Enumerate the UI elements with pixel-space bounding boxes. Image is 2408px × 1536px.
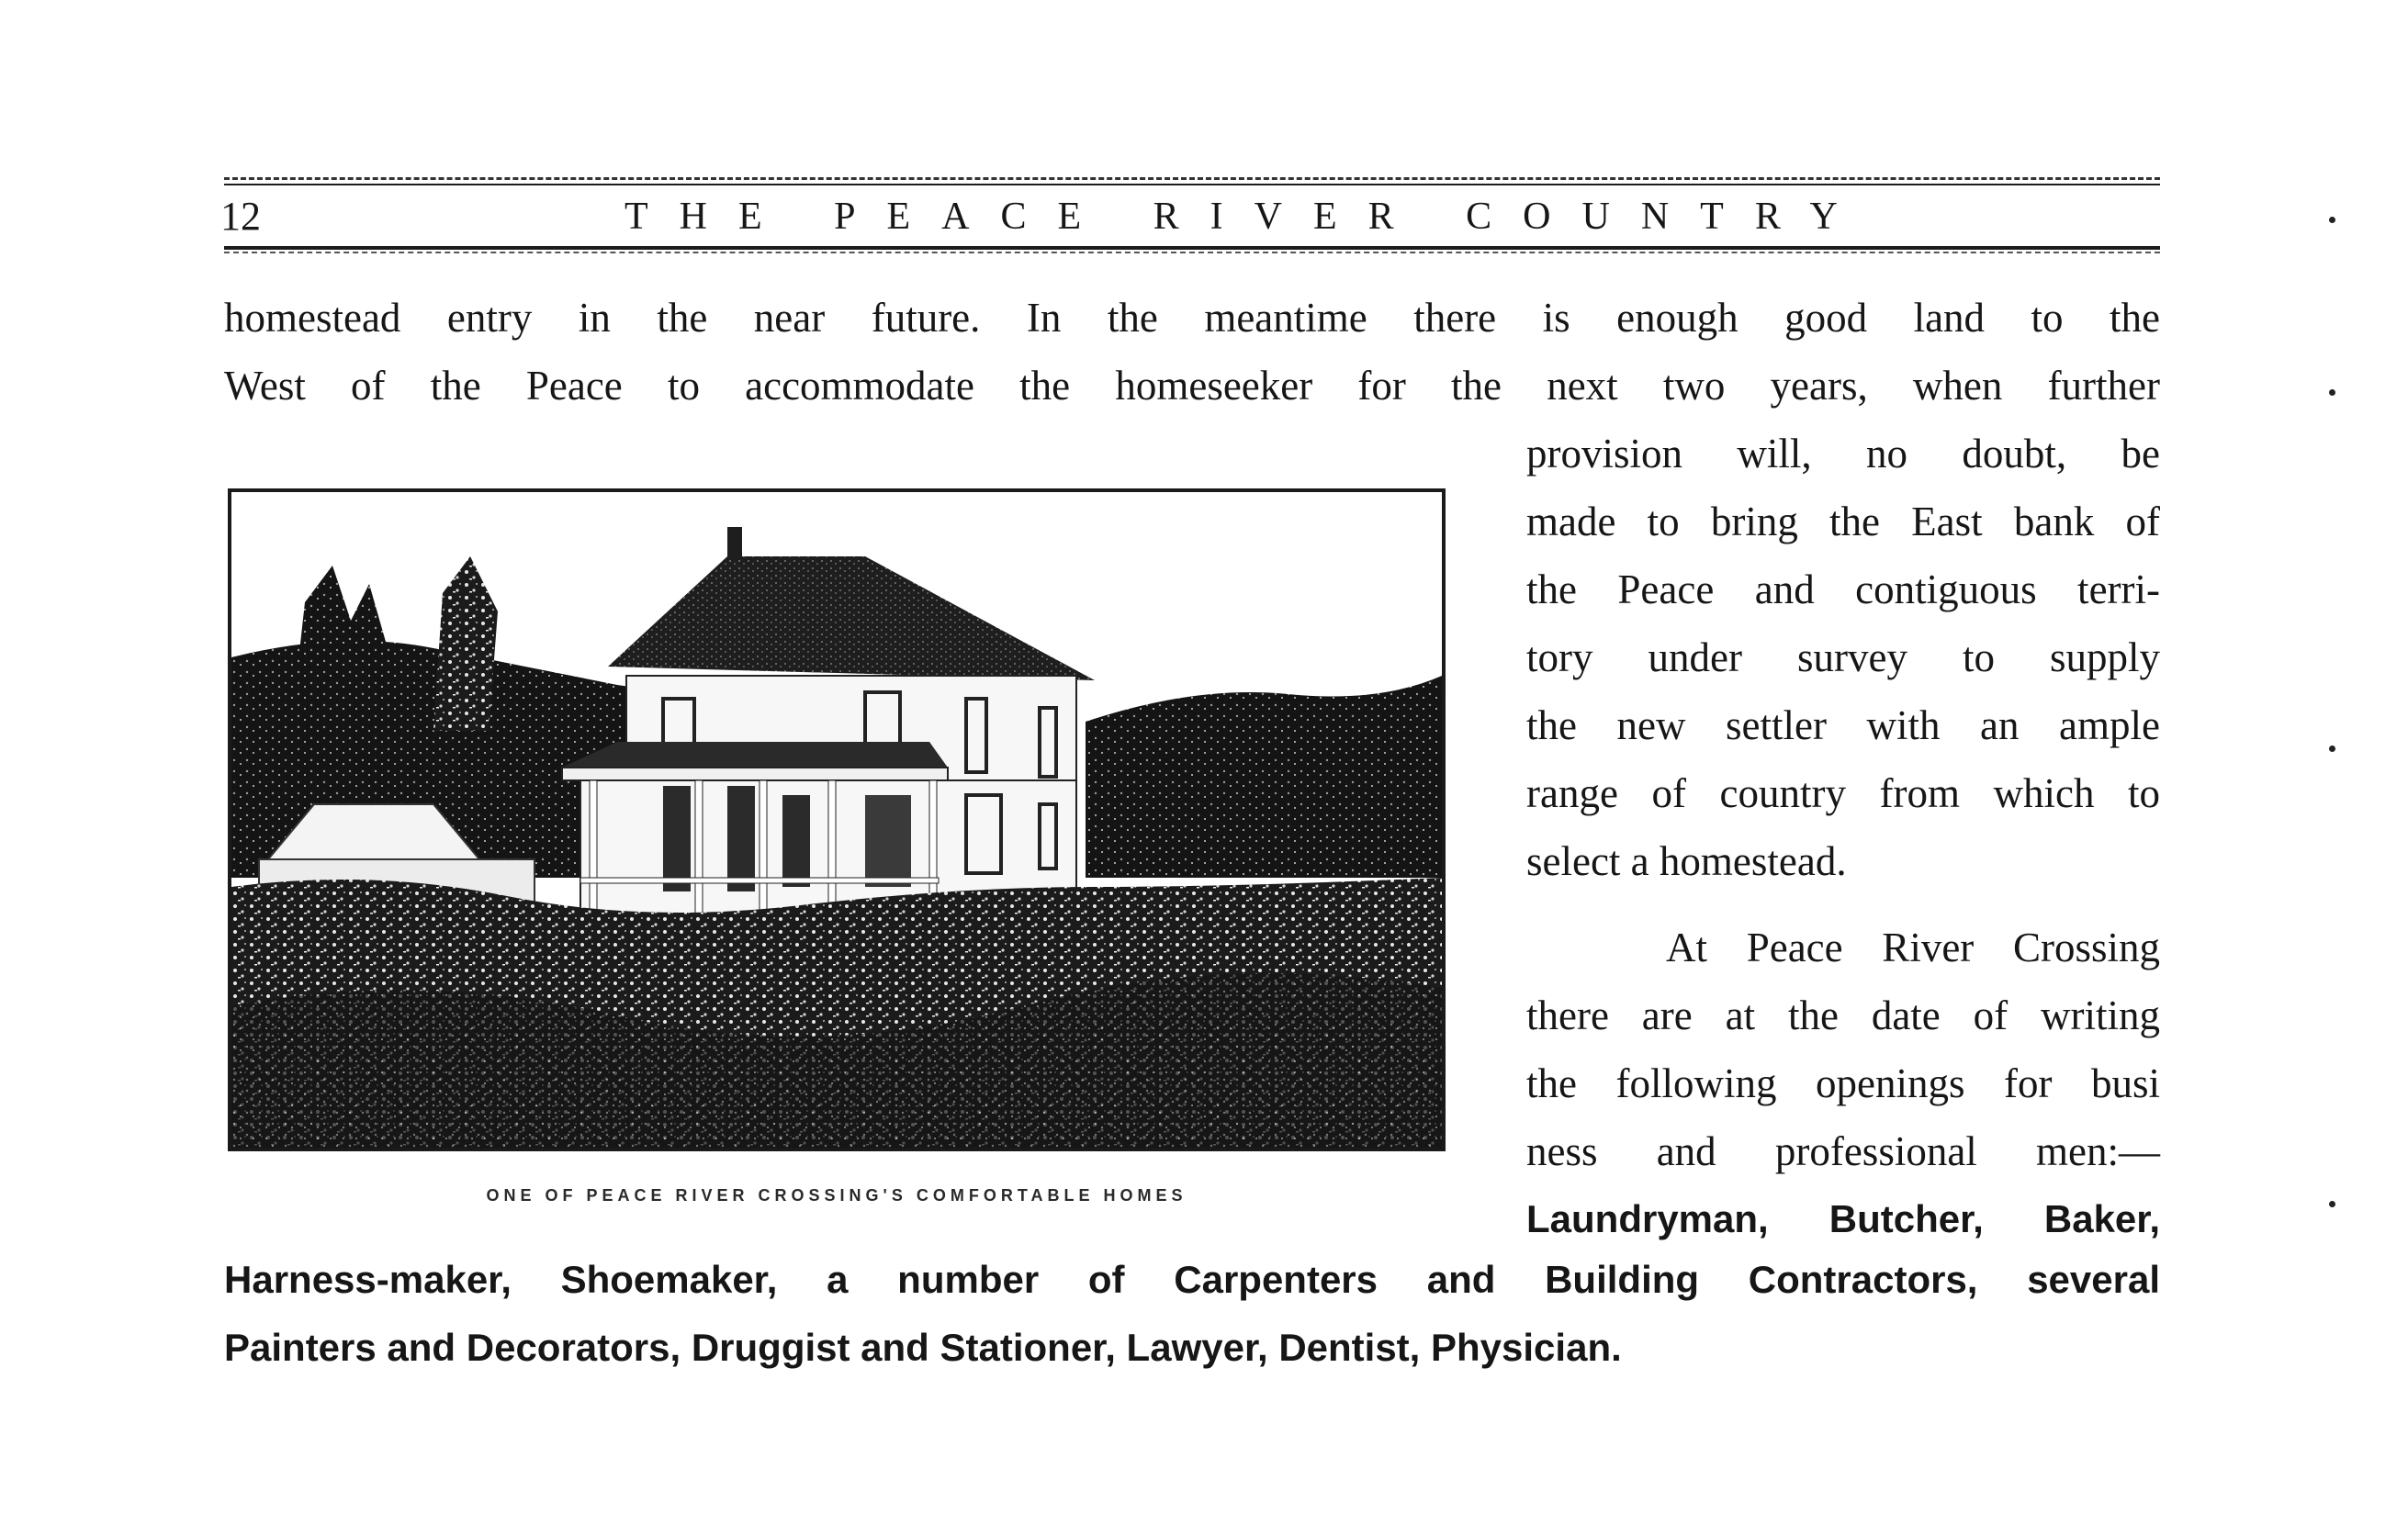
house-photograph (228, 488, 1446, 1151)
top-rule (224, 184, 2160, 185)
margin-speck (2329, 389, 2335, 396)
figure-caption: ONE OF PEACE RIVER CROSSING'S COMFORTABLE HOMES (486, 1186, 1187, 1205)
column-bold-line: Laundryman, Butcher, Baker, (1526, 1197, 2160, 1240)
page-number: 12 (220, 194, 261, 239)
column-line-7: select a homestead. (1526, 838, 1847, 884)
column-line-4: tory under survey to supply (1526, 634, 2160, 680)
bold-line-2: Painters and Decorators, Druggist and Stationer, Lawyer, Dentist, Physician. (224, 1326, 1622, 1369)
column-para2-line-1: At Peace River Crossing (1666, 925, 2160, 970)
header-bottom-dashed-rule (224, 252, 2160, 253)
margin-speck (2329, 746, 2335, 752)
body-line-1: homestead entry in the near future. In the meantime there is enough good land to the (224, 295, 2160, 341)
column-line-1: provision will, no doubt, be (1526, 431, 2160, 476)
running-title: THE PEACE RIVER COUNTRY (625, 196, 1869, 238)
column-line-3: the Peace and contiguous terri- (1526, 566, 2160, 612)
margin-speck (2329, 217, 2335, 223)
column-para2-line-3: the following openings for busi (1526, 1060, 2160, 1106)
column-line-5: the new settler with an ample (1526, 702, 2160, 748)
bold-line-1: Harness-maker, Shoemaker, a number of Carpenters and Building Contractors, several (224, 1258, 2160, 1301)
header-bottom-rule (224, 246, 2160, 250)
column-line-6: range of country from which to (1526, 770, 2160, 816)
body-line-2: West of the Peace to accommodate the homeseeker for the next two years, when further (224, 363, 2160, 409)
column-line-2: made to bring the East bank of (1526, 499, 2160, 544)
column-para2-line-4: ness and professional men:— (1526, 1128, 2160, 1174)
margin-speck (2329, 1201, 2335, 1207)
column-para2-line-2: there are at the date of writing (1526, 992, 2160, 1038)
top-dashed-rule (224, 177, 2160, 182)
